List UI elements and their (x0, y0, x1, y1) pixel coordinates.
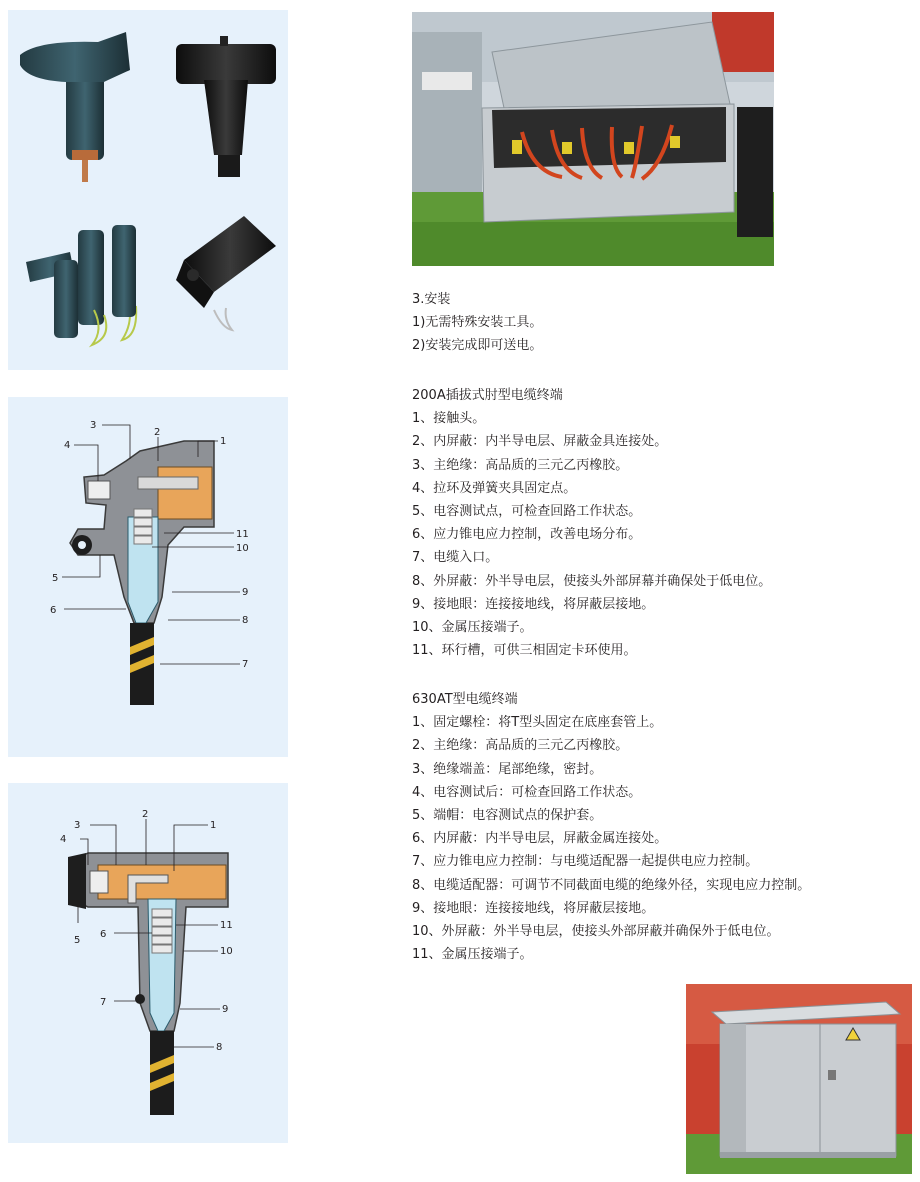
elbow-200a-diagram-panel (8, 397, 288, 757)
t-630at-item: 7、应力锥电应力控制：与电缆适配器一起提供电应力控制。 (412, 854, 759, 870)
t-630at-section (412, 688, 912, 966)
t-630at-crimp-connector (152, 909, 172, 953)
t-630at-end-cap (68, 853, 86, 909)
t-630at-item: 1、固定螺栓：将T型头固定在底座套管上。 (412, 715, 663, 731)
t-630at-item: 9、接地眼：连接接地线，将屏蔽层接地。 (412, 900, 655, 916)
elbow-200a-item: 3、主绝缘：高品质的三元乙丙橡胶。 (412, 457, 629, 473)
switchgear-box-image (412, 12, 774, 266)
elbow-200a-item: 6、应力锥电应力控制，改善电场分布。 (412, 527, 642, 543)
elbow-200a-section (412, 384, 912, 662)
callout-11: 11 (236, 529, 249, 540)
callout-1: 1 (220, 436, 227, 447)
t-630at-title: 630AT型电缆终端 (412, 692, 518, 707)
callout-3: 3 (74, 820, 81, 831)
callout-1: 1 (210, 820, 217, 831)
elbow-200a-item: 4、拉环及弹簧夹具固定点。 (412, 480, 577, 496)
callout-11: 11 (220, 920, 233, 931)
elbow-200a-item: 5、电容测试点，可检查回路工作状态。 (412, 504, 642, 520)
t-630at-item: 2、主绝缘：高品质的三元乙丙橡胶。 (412, 738, 629, 754)
callout-4: 4 (64, 440, 71, 451)
t-630at-item: 10、外屏蔽：外半导电层，使接头外部屏蔽并确保外于低电位。 (412, 924, 780, 940)
elbow-200a-title: 200A插拔式肘型电缆终端 (412, 388, 563, 403)
callout-5: 5 (74, 935, 81, 946)
black-elbow-connector (176, 216, 276, 330)
teal-elbow-pair (26, 225, 136, 345)
install-item: 2)安装完成即可送电。 (412, 338, 543, 354)
callout-4: 4 (60, 834, 67, 845)
t-630at-diagram-panel (8, 783, 288, 1143)
t-630at-item: 6、内屏蔽：内半导电层，屏蔽金属连接处。 (412, 831, 668, 847)
install-title: 3.安装 (412, 292, 451, 307)
callout-8: 8 (216, 1042, 223, 1053)
callout-6: 6 (50, 605, 57, 616)
t-630at-item: 11、金属压接端子。 (412, 947, 533, 963)
steel-cabinet-photo (686, 984, 912, 1174)
callout-5: 5 (52, 573, 59, 584)
t-630at-item: 8、电缆适配器：可调节不同截面电缆的绝缘外径，实现电应力控制。 (412, 877, 811, 893)
elbow-200a-crimp-connector (134, 509, 152, 544)
t-630at-item: 4、电容测试后：可检查回路工作状态。 (412, 784, 642, 800)
elbow-200a-contact-pin (138, 477, 198, 489)
callout-10: 10 (236, 543, 249, 554)
t-630at-item: 5、端帽：电容测试点的保护套。 (412, 808, 603, 824)
t-630at-cable (150, 1031, 174, 1115)
elbow-200a-item: 11、环行槽，可供三相固定卡环使用。 (412, 643, 637, 659)
elbow-200a-item: 7、电缆入口。 (412, 550, 499, 566)
steel-cabinet-image (686, 984, 912, 1174)
t-630at-test-point (90, 871, 108, 893)
elbow-200a-test-point (88, 481, 110, 499)
callout-3: 3 (90, 420, 97, 431)
elbow-200a-item: 2、内屏蔽：内半导电层、屏蔽金具连接处。 (412, 434, 668, 450)
install-section (412, 288, 912, 358)
switchgear-box-photo (412, 12, 774, 266)
callout-2: 2 (142, 809, 149, 820)
callout-9: 9 (242, 587, 249, 598)
teal-elbow-connector (20, 32, 130, 182)
callout-6: 6 (100, 929, 107, 940)
elbow-200a-item: 8、外屏蔽：外半导电层，使接头外部屏幕并确保处于低电位。 (412, 573, 772, 589)
callout-7: 7 (242, 659, 249, 670)
callout-9: 9 (222, 1004, 229, 1015)
callout-10: 10 (220, 946, 233, 957)
install-item: 1)无需特殊安装工具。 (412, 315, 543, 331)
elbow-200a-item: 9、接地眼：连接接地线，将屏蔽层接地。 (412, 596, 655, 612)
elbow-200a-cross-section (8, 397, 288, 757)
t-630at-ground-eye (135, 994, 145, 1004)
black-t-connector (176, 36, 276, 177)
cable-termination-products-panel (8, 10, 288, 370)
t-630at-item: 3、绝缘端盖：尾部绝缘，密封。 (412, 761, 603, 777)
elbow-200a-item: 1、接触头。 (412, 411, 486, 427)
elbow-200a-item: 10、金属压接端子。 (412, 620, 533, 636)
callout-2: 2 (154, 427, 161, 438)
elbow-200a-contact-tube (158, 467, 212, 519)
callout-8: 8 (242, 615, 249, 626)
cable-termination-products-image (8, 10, 288, 370)
callout-7: 7 (100, 997, 107, 1008)
t-630at-cross-section (8, 783, 288, 1143)
